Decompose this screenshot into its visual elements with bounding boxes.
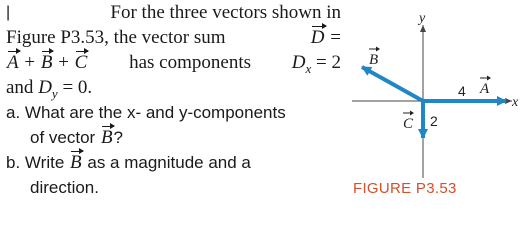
vector-b-symbol: B (40, 52, 53, 73)
vector-a-label: A (480, 81, 490, 97)
part-b-continued: direction. (30, 178, 99, 197)
problem-line-4: and $D_y = 0$. (6, 77, 93, 101)
vector-d-symbol: D (310, 27, 325, 48)
problem-text (6, 0, 341, 200)
vector-a-symbol: A (7, 52, 19, 73)
part-a (6, 100, 341, 125)
vector-diagram (340, 0, 528, 180)
vector-c-label: C (403, 116, 414, 132)
problem-line-1 (6, 0, 341, 25)
difficulty-marker: | (6, 4, 11, 21)
figure-caption: FIGURE P3.53 (353, 180, 457, 197)
y-axis-label: y (419, 11, 426, 26)
part-a-text: What are the x- and y-components (24, 103, 286, 122)
vector-c-symbol: C (74, 52, 88, 73)
vector-c-label-group (403, 111, 414, 133)
vector-c-magnitude: 2 (430, 113, 438, 129)
vector-b-label-group (369, 47, 380, 69)
vector-a-label-group (479, 76, 491, 98)
dx-value: = 2 (316, 52, 341, 73)
problem-intro: For the three vectors shown in (110, 2, 341, 23)
problem-line-2: Figure P3.53, the vector sum D = (6, 27, 341, 48)
part-a-label: a. (6, 103, 21, 122)
x-axis-label: x (512, 95, 519, 110)
part-b: b. Write B as a magnitude and a (6, 152, 251, 173)
vector-b-arrow (362, 67, 423, 101)
part-a-continued: of vector B? (30, 127, 124, 148)
dy-value: = 0. (62, 77, 93, 98)
vector-b-label: B (369, 52, 379, 68)
part-b-label: b. (6, 153, 21, 172)
problem-line-3: A + B + C has components $D_x = 2$ (7, 52, 341, 76)
figure-p3-53 (340, 0, 528, 204)
vector-a-magnitude: 4 (458, 83, 466, 99)
